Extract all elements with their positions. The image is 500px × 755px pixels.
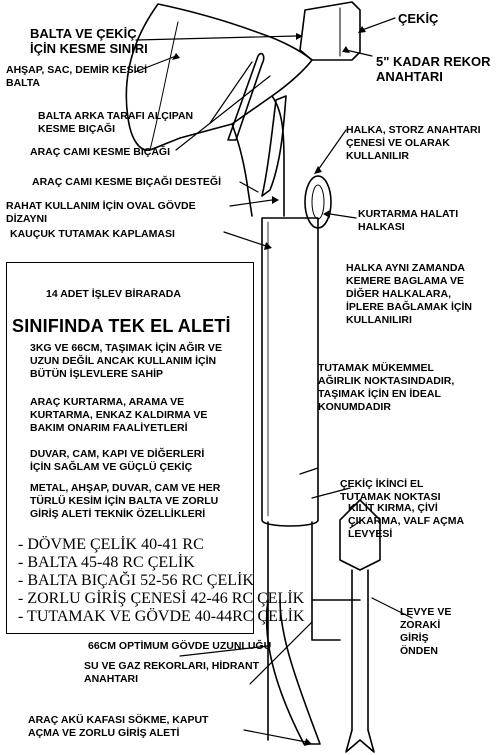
info-paragraph-3: DUVAR, CAM, KAPI VE DİĞERLERİ İÇİN SAĞLAM VE GÜÇLÜ ÇEKİÇ — [30, 448, 205, 473]
spec-item: - BALTA BIÇAĞI 52-56 RC ÇELİK — [18, 572, 254, 589]
label-oval-govde: RAHAT KULLANIM İÇİN OVAL GÖVDE DİZAYNI — [6, 200, 196, 225]
spec-item: - ZORLU GİRİŞ ÇENESİ 42-46 RC ÇELİK — [18, 590, 305, 607]
spec-item: - BALTA 45-48 RC ÇELİK — [18, 554, 195, 571]
glass-cutter-hook — [262, 96, 286, 196]
label-kurtarma-halati: KURTARMA HALATI HALKASI — [358, 208, 459, 233]
label-aku: ARAÇ AKÜ KAFASI SÖKME, KAPUT AÇMA VE ZORLU GİRİŞ ALETİ — [28, 714, 209, 739]
info-paragraph-2: ARAÇ KURTARMA, ARAMA VE KURTARMA, ENKAZ KALDIRMA VE BAKIM ONARIM FAALİYETLERİ — [30, 396, 208, 434]
label-su-gaz: SU VE GAZ REKORLARI, HİDRANT ANAHTARI — [84, 660, 260, 685]
info-subtitle: 14 ADET İŞLEV BİRARADA — [46, 288, 181, 300]
wrench-step — [312, 600, 340, 640]
label-tutamak-agirlik: TUTAMAK MÜKEMMEL AĞIRLIK NOKTASINDADIR, TAŞIMAK İÇİN EN İDEAL KONUMDADIR — [318, 362, 455, 413]
label-arac-cami: ARAÇ CAMI KESME BIÇAĞI — [30, 146, 171, 158]
label-cekic-ikinci: ÇEKİÇ İKİNCİ EL TUTAMAK NOKTASI — [340, 478, 441, 503]
label-optimum: 66CM OPTİMUM GÖVDE UZUNLUĞU — [88, 640, 272, 652]
label-ahsap-sac: AHŞAP, SAC, DEMİR KESİCİ BALTA — [6, 64, 147, 89]
info-paragraph-4: METAL, AHŞAP, DUVAR, CAM VE HER TÜRLÜ KESİM İÇİN BALTA VE ZORLU GİRİŞ ALETİ TEKNİK ÖZELLİKLERİ — [30, 482, 221, 520]
label-balta-cekic-siniri: BALTA VE ÇEKİÇ İÇİN KESME SINIRI — [30, 26, 148, 56]
label-cekic: ÇEKİÇ — [398, 11, 439, 26]
spec-item: - DÖVME ÇELİK 40-41 RC — [18, 536, 204, 553]
head-neck — [232, 96, 284, 216]
label-rekor-anahtari: 5" KADAR REKOR ANAHTARI — [376, 54, 491, 84]
info-paragraph-1: 3KG VE 66CM, TAŞIMAK İÇİN AĞIR VE UZUN DEĞİL ANCAK KULLANIM İÇİN BÜTÜN İŞLEVLERE SAHİP — [30, 342, 222, 380]
spec-item: - TUTAMAK VE GÖVDE 40-44RC ÇELİK — [18, 608, 305, 625]
rescue-ring-inner — [312, 185, 324, 219]
claw-shaft — [352, 570, 368, 730]
label-halka-ayni: HALKA AYNI ZAMANDA KEMERE BAGLAMA VE DİĞER HALKALARA, İPLERE BAĞLAMAK İÇİN KULLANILIRI — [346, 262, 472, 326]
label-alcipan: BALTA ARKA TARAFI ALÇIPAN KESME BIÇAĞI — [38, 110, 194, 135]
label-halka-storz: HALKA, STORZ ANAHTARI ÇENESİ VE OLARAK KULLANILIR — [346, 124, 481, 162]
label-kilit-kirma: KİLİT KIRMA, ÇİVİ ÇIKARMA, VALF AÇMA LEVYESİ — [348, 502, 465, 540]
label-levye: LEVYE VE ZORAKİ GİRİŞ ÖNDEN — [400, 606, 452, 657]
glass-cutter-blade — [228, 54, 264, 140]
rubber-grip — [262, 218, 318, 526]
label-kaucuk: KAUÇUK TUTAMAK KAPLAMASI — [10, 228, 175, 240]
claw-fork — [346, 730, 374, 752]
info-title: SINIFINDA TEK EL ALETİ — [12, 316, 231, 336]
label-cam-destek: ARAÇ CAMI KESME BIÇAĞI DESTEĞİ — [32, 176, 222, 188]
spec-list — [18, 536, 305, 626]
